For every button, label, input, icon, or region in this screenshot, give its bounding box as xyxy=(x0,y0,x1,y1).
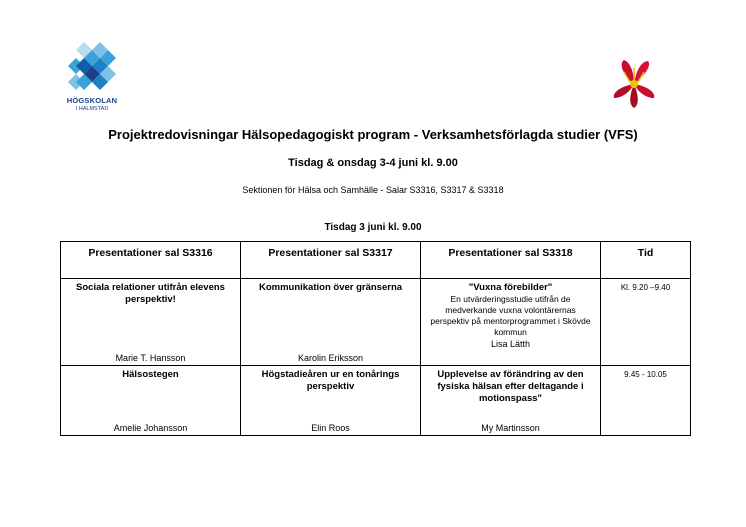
presentation-description: En utvärderingsstudie utifrån de medverkande vuxna volontärernas perspektiv på mentorprogrammet i Skövde kommun xyxy=(430,294,591,337)
presentation-title: Högstadieåren ur en tonårings perspektiv xyxy=(261,369,400,392)
header-s3317: Presentationer sal S3317 xyxy=(241,242,421,279)
day-title: Tisdag 3 juni kl. 9.00 xyxy=(324,222,422,233)
header-time: Tid xyxy=(601,242,691,279)
presenter-name: Elin Roos xyxy=(311,423,350,433)
cell-s3316 xyxy=(61,366,241,436)
presentation-title: Hälsostegen xyxy=(122,369,179,380)
table-row xyxy=(61,366,691,436)
header-s3316: Presentationer sal S3316 xyxy=(61,242,241,279)
cell-time xyxy=(601,366,691,436)
presentation-title: "Vuxna förebilder" xyxy=(468,282,553,293)
table-row xyxy=(61,279,691,366)
cell-time xyxy=(601,279,691,366)
time-slot: Kl. 9.20 –9.40 xyxy=(620,283,671,292)
logo-text: HÖGSKOLAN xyxy=(66,96,118,105)
presentation-title: Upplevelse av förändring av den fysiska hälsan efter deltagande i motionspass" xyxy=(437,369,584,404)
table-header-row xyxy=(61,242,691,279)
presentation-title: Kommunikation över gränserna xyxy=(258,282,403,293)
presenter-name: My Martinsson xyxy=(481,423,540,433)
cell-s3317 xyxy=(241,366,421,436)
presentation-title: Sociala relationer utifrån elevens perspektiv! xyxy=(76,282,225,305)
time-slot: 9.45 - 10.05 xyxy=(624,370,667,379)
presenter-name: Marie T. Hansson xyxy=(115,353,186,363)
schedule-table xyxy=(60,241,691,436)
logo-subtext: I HALMSTAD xyxy=(75,106,109,112)
section-info: Sektionen för Hälsa och Samhälle - Salar S3316, S3317 & S3318 xyxy=(242,185,504,195)
presenter-name: Karolin Eriksson xyxy=(297,353,364,363)
cell-s3318 xyxy=(421,279,601,366)
cell-s3317 xyxy=(241,279,421,366)
presenter-name: Lisa Lätth xyxy=(490,339,531,349)
date-subtitle: Tisdag & onsdag 3-4 juni kl. 9.00 xyxy=(288,157,458,169)
hogskolan-logo xyxy=(62,42,122,120)
presenter-name: Amelie Johansson xyxy=(113,423,188,433)
cell-s3318 xyxy=(421,366,601,436)
page-title: Projektredovisningar Hälsopedagogiskt program - Verksamhetsförlagda studier (VFS) xyxy=(108,127,638,142)
cell-s3316 xyxy=(61,279,241,366)
logo-mark-icon xyxy=(62,42,122,96)
header-s3318: Presentationer sal S3318 xyxy=(421,242,601,279)
flower-icon xyxy=(610,58,658,110)
